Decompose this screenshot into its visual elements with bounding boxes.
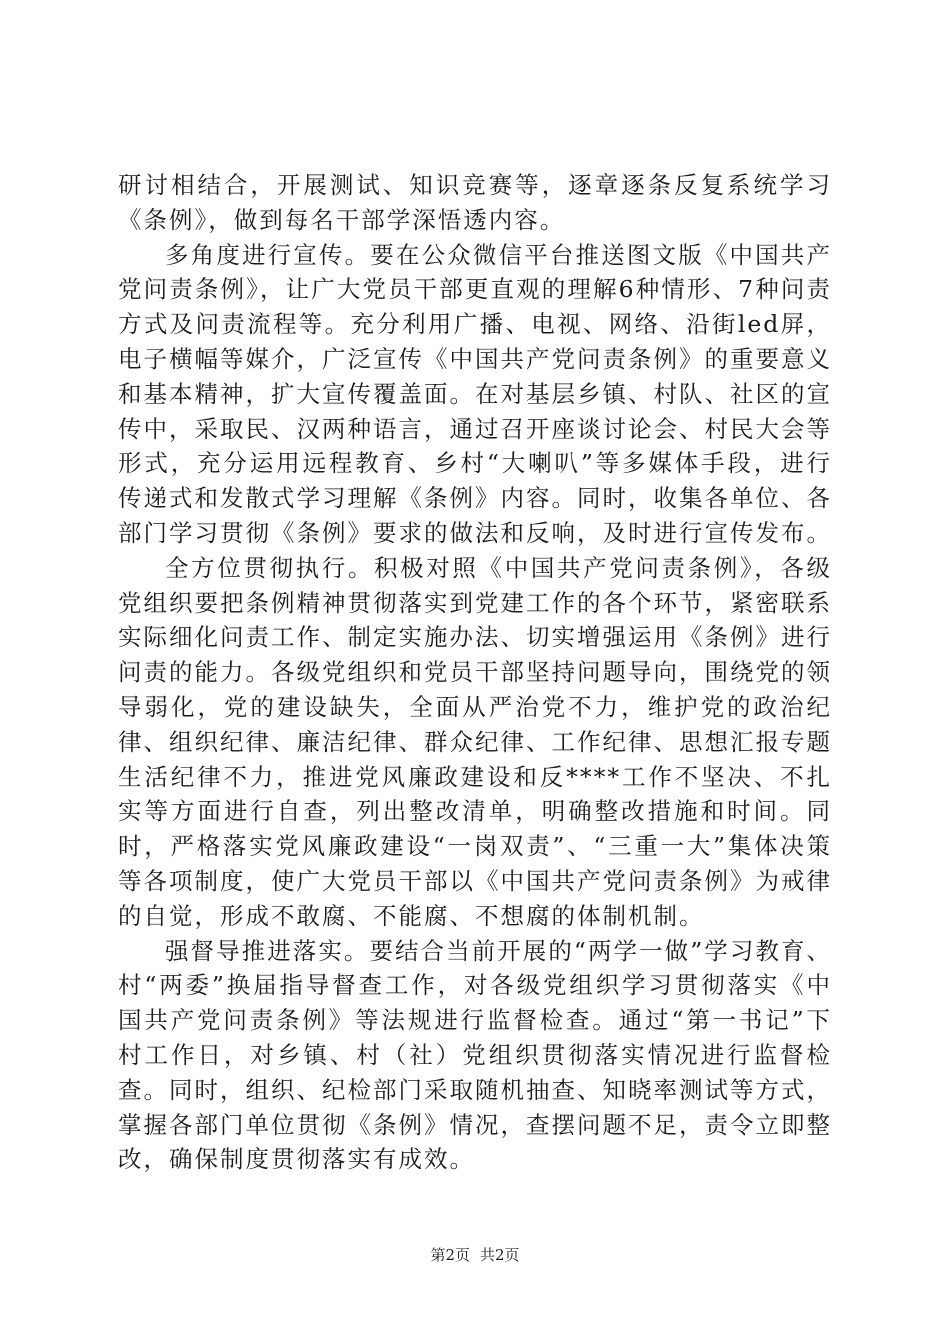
page-number-current: 第2页 — [430, 1246, 470, 1264]
page-footer — [0, 1244, 950, 1265]
paragraph-publicity: 多角度进行宣传。要在公众微信平台推送图文版《中国共产党问责条例》，让广大党员干部更直观的理解6种情形、7种问责方式及问责流程等。充分利用广播、电视、网络、沿街led屏，电子横幅等媒介，广泛宣传《中国共产党问责条例》的重要意义和基本精神，扩大宣传覆盖面。在对基层乡镇、村队、社区的宣传中，采取民、汉两种语言，通过召开座谈讨论会、村民大会等形式，充分运用远程教育、乡村“大喇叭”等多媒体手段，进行传递式和发散式学习理解《条例》内容。同时，收集各单位、各部门学习贯彻《条例》要求的做法和反响，及时进行宣传发布。 — [118, 240, 832, 547]
page-number-total: 共2页 — [480, 1246, 520, 1264]
paragraph-continuation: 研讨相结合，开展测试、知识竞赛等，逐章逐条反复系统学习《条例》，做到每名干部学深悟透内容。 — [118, 171, 832, 234]
paragraph-implementation: 全方位贯彻执行。积极对照《中国共产党问责条例》，各级党组织要把条例精神贯彻落实到党建工作的各个环节，紧密联系实际细化问责工作、制定实施办法、切实增强运用《条例》进行问责的能力。各级党组织和党员干部坚持问题导向，围绕党的领导弱化，党的建设缺失，全面从严治党不力，维护党的政治纪律、组织纪律、廉洁纪律、群众纪律、工作纪律、思想汇报专题生活纪律不力，推进党风廉政建设和反****工作不坚决、不扎实等方面进行自查，列出整改清单，明确整改措施和时间。同时，严格落实党风廉政建设“一岗双责”、“三重一大”集体决策等各项制度，使广大党员干部以《中国共产党问责条例》为戒律的自觉，形成不敢腐、不能腐、不想腐的体制机制。 — [118, 553, 832, 930]
paragraph-supervision: 强督导推进落实。要结合当前开展的“两学一做”学习教育、村“两委”换届指导督查工作，对各级党组织学习贯彻落实《中国共产党问责条例》等法规进行监督检查。通过“第一书记”下村工作日，对乡镇、村（社）党组织贯彻落实情况进行监督检查。同时，组织、纪检部门采取随机抽查、知晓率测试等方式，掌握各部门单位贯彻《条例》情况，查摆问题不足，责令立即整改，确保制度贯彻落实有成效。 — [118, 936, 832, 1174]
document-body — [118, 168, 832, 1177]
